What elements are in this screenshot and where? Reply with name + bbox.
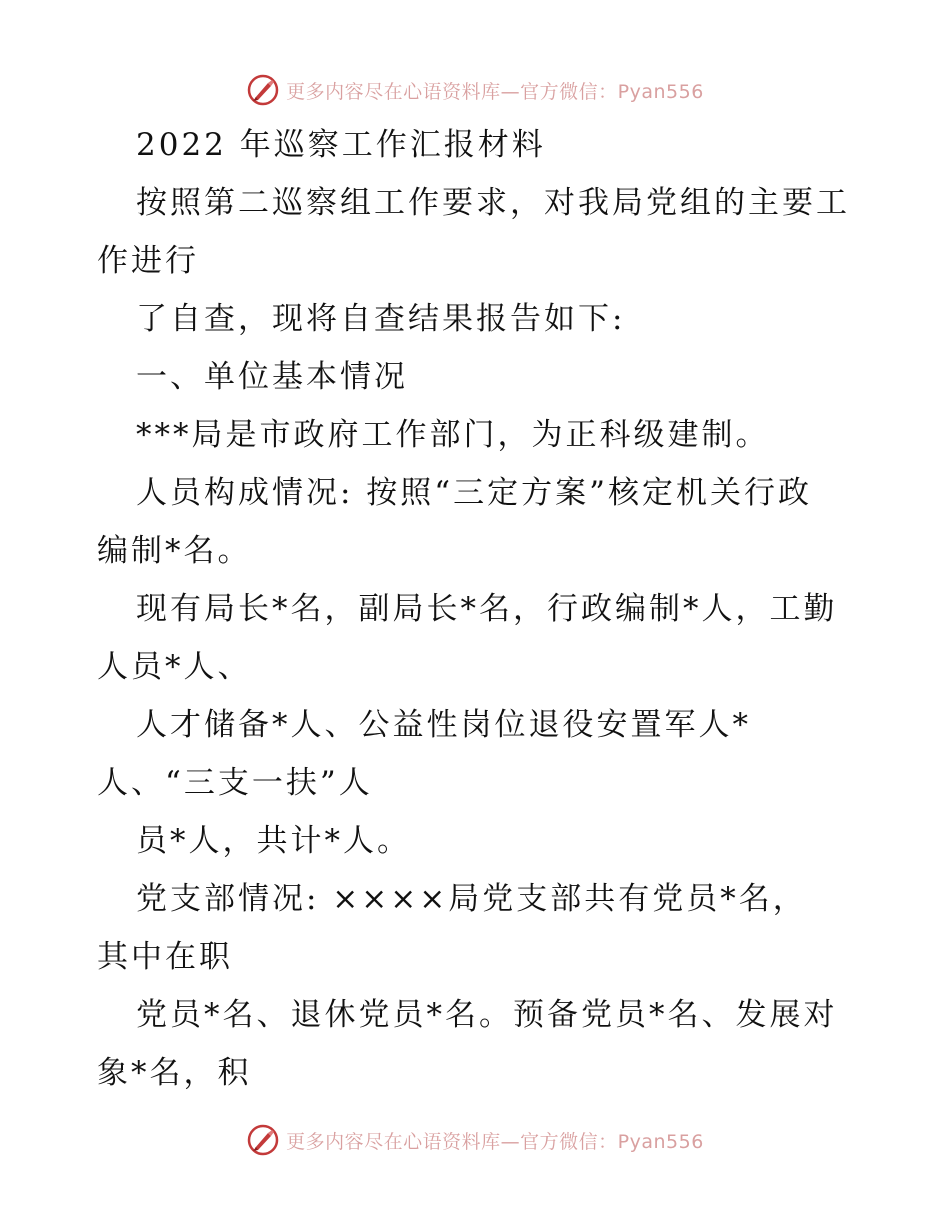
watermark-text: 更多内容尽在心语资料库 (286, 1130, 501, 1153)
section-heading: 一、单位基本情况 (136, 359, 408, 395)
document-title: 2022 年巡察工作汇报材料 (136, 127, 546, 163)
paragraph-line: 了自查，现将自查结果报告如下: (136, 301, 626, 337)
paragraph-line: 人员*人、 (97, 649, 252, 685)
watermark-footer (0, 1120, 950, 1160)
watermark-suffix: 官方微信：Pyan556 (520, 80, 704, 103)
paragraph-line: 作进行 (97, 243, 199, 279)
paragraph-line: 党员*名、退休党员*名。预备党员*名、发展对 (136, 997, 838, 1033)
watermark-dash: — (500, 1130, 521, 1153)
watermark-dash: — (500, 80, 521, 103)
paragraph-line: 员*人，共计*人。 (136, 823, 411, 859)
pen-logo-icon (246, 1123, 280, 1157)
watermark-text: 更多内容尽在心语资料库 (286, 80, 501, 103)
paragraph-line: 按照第二巡察组工作要求，对我局党组的主要工 (136, 185, 850, 221)
paragraph-line: 人才储备*人、公益性岗位退役安置军人* (136, 707, 751, 743)
pen-logo-icon (246, 73, 280, 107)
paragraph-line: 其中在职 (97, 939, 233, 975)
paragraph-line: 编制*名。 (97, 533, 252, 569)
paragraph-line: 象*名，积 (97, 1055, 252, 1091)
paragraph-line: 党支部情况: ××××局党支部共有党员*名， (136, 881, 807, 917)
watermark-suffix: 官方微信：Pyan556 (520, 1130, 704, 1153)
paragraph-line: 现有局长*名，副局长*名，行政编制*人，工勤 (136, 591, 838, 627)
paragraph-line: 人、“三支一扶”人 (97, 765, 373, 801)
paragraph-line: ***局是市政府工作部门，为正科级建制。 (136, 417, 770, 453)
watermark-header (0, 70, 950, 110)
paragraph-line: 人员构成情况: 按照“三定方案”核定机关行政 (136, 475, 812, 511)
